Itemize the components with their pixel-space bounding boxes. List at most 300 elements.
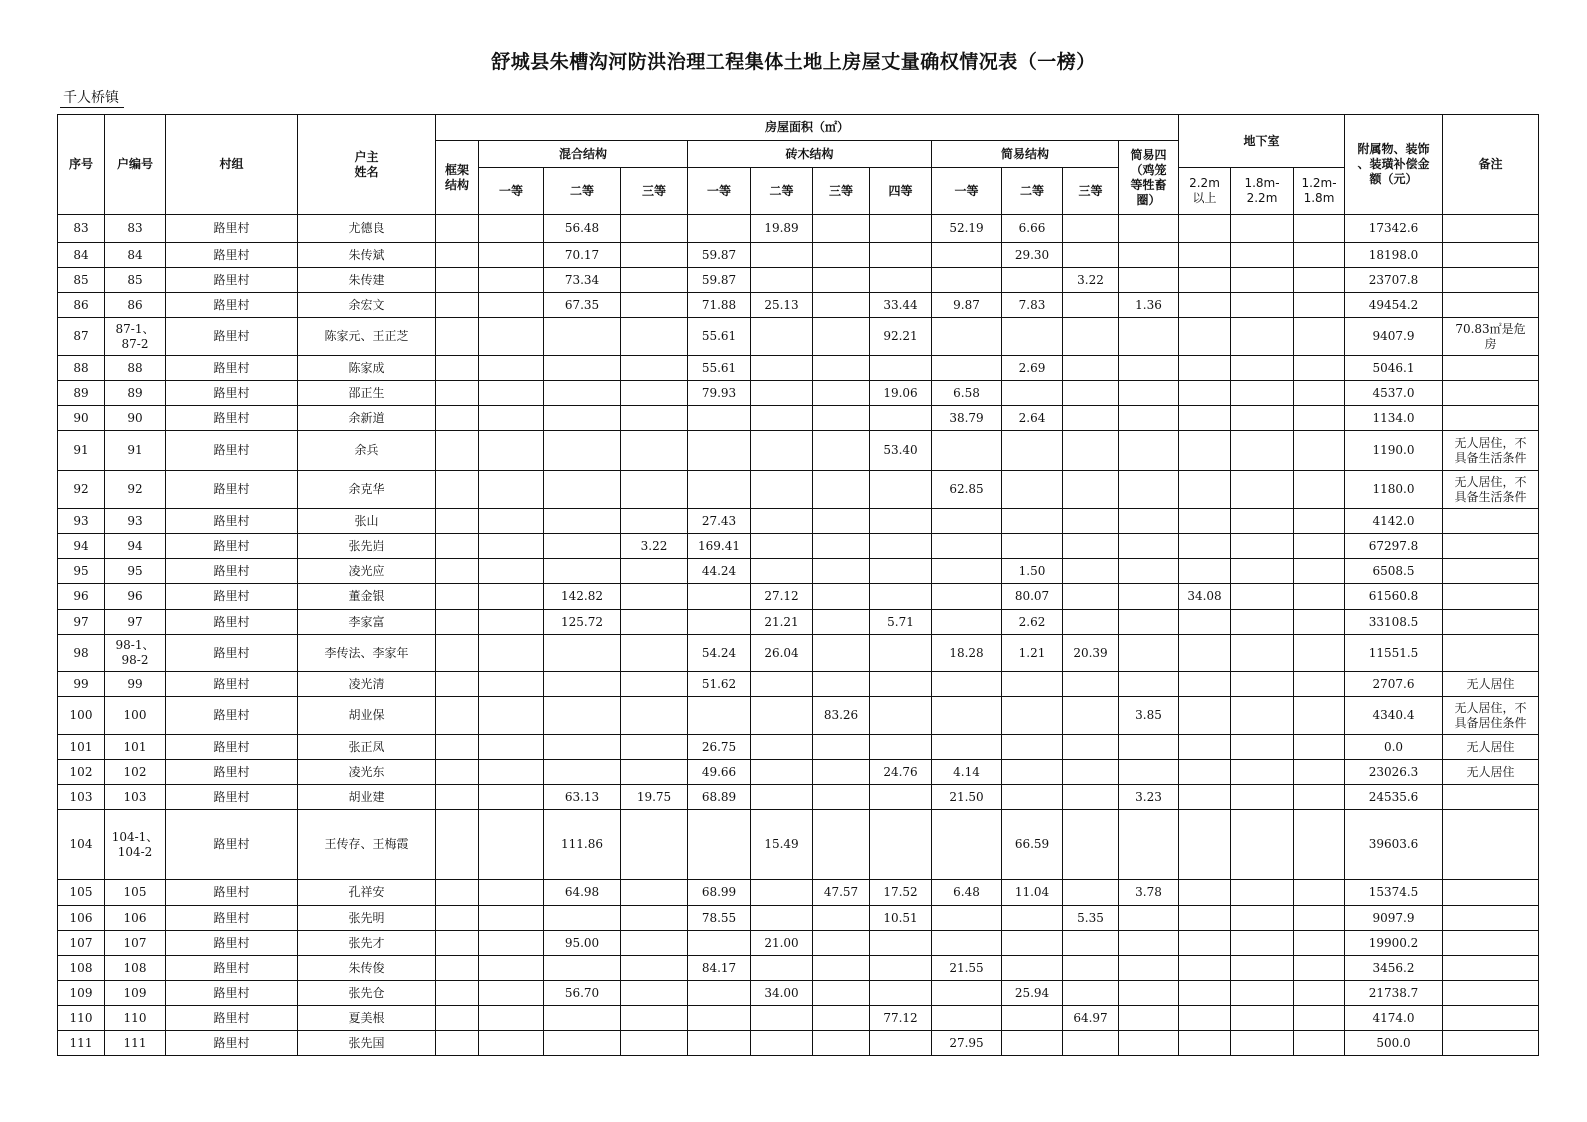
table-cell [1231, 810, 1294, 880]
table-cell: 朱传俊 [298, 956, 436, 981]
table-cell: 21.00 [751, 931, 813, 956]
table-cell [751, 243, 813, 268]
table-cell [621, 697, 688, 735]
table-cell [1002, 760, 1063, 785]
table-cell: 90 [105, 406, 166, 431]
table-cell: 11.04 [1002, 880, 1063, 906]
col-grade-3: 三等 [621, 168, 688, 215]
table-cell [1179, 880, 1231, 906]
table-cell [1443, 293, 1539, 318]
table-cell: 胡业建 [298, 785, 436, 810]
table-cell: 2.64 [1002, 406, 1063, 431]
table-cell [436, 318, 479, 356]
table-cell [1231, 215, 1294, 243]
col-owner: 户主 姓名 [298, 115, 436, 215]
table-cell [751, 509, 813, 534]
table-cell [1294, 406, 1345, 431]
table-cell: 路里村 [166, 406, 298, 431]
table-cell [813, 318, 870, 356]
table-cell [1002, 1031, 1063, 1056]
table-cell [436, 534, 479, 559]
table-cell: 47.57 [813, 880, 870, 906]
table-cell [621, 509, 688, 534]
table-cell [621, 318, 688, 356]
table-cell [1231, 356, 1294, 381]
table-cell: 路里村 [166, 293, 298, 318]
col-remark: 备注 [1443, 115, 1539, 215]
table-body [58, 215, 1539, 1056]
col-grade-2: 二等 [751, 168, 813, 215]
table-cell [1294, 381, 1345, 406]
table-row [58, 431, 1539, 471]
table-cell: 103 [58, 785, 105, 810]
table-cell [813, 243, 870, 268]
table-cell [1063, 471, 1119, 509]
table-row [58, 471, 1539, 509]
table-cell [870, 785, 932, 810]
col-basement-1-2-1-8: 1.2m- 1.8m [1294, 168, 1345, 215]
table-cell: 4174.0 [1345, 1006, 1443, 1031]
table-cell [479, 1006, 544, 1031]
table-cell: 64.98 [544, 880, 621, 906]
table-cell: 71.88 [688, 293, 751, 318]
table-cell: 余克华 [298, 471, 436, 509]
table-cell: 86 [58, 293, 105, 318]
table-cell: 23707.8 [1345, 268, 1443, 293]
table-cell [751, 735, 813, 760]
table-cell: 110 [105, 1006, 166, 1031]
table-cell: 朱传斌 [298, 243, 436, 268]
table-cell: 109 [58, 981, 105, 1006]
table-cell: 胡业保 [298, 697, 436, 735]
table-cell [1063, 931, 1119, 956]
table-cell [870, 735, 932, 760]
table-cell [751, 697, 813, 735]
table-cell [813, 931, 870, 956]
table-cell [932, 268, 1002, 293]
table-cell [932, 534, 1002, 559]
table-cell [1002, 672, 1063, 697]
table-cell: 88 [105, 356, 166, 381]
table-cell [1443, 356, 1539, 381]
table-cell: 67297.8 [1345, 534, 1443, 559]
table-cell [1119, 559, 1179, 584]
table-cell: 56.70 [544, 981, 621, 1006]
table-cell: 26.75 [688, 735, 751, 760]
table-cell [621, 906, 688, 931]
table-cell [870, 559, 932, 584]
table-cell [813, 735, 870, 760]
table-cell [1119, 1031, 1179, 1056]
table-cell: 1180.0 [1345, 471, 1443, 509]
table-cell: 111 [58, 1031, 105, 1056]
table-cell: 路里村 [166, 1031, 298, 1056]
table-cell [1294, 356, 1345, 381]
table-cell [621, 956, 688, 981]
table-cell [870, 981, 932, 1006]
table-cell [1443, 534, 1539, 559]
table-cell [1231, 406, 1294, 431]
table-cell [436, 672, 479, 697]
table-cell: 3.23 [1119, 785, 1179, 810]
table-cell: 85 [58, 268, 105, 293]
table-cell [870, 635, 932, 672]
table-cell: 95 [105, 559, 166, 584]
property-table [57, 114, 1539, 1056]
table-cell: 路里村 [166, 810, 298, 880]
table-cell [1294, 1031, 1345, 1056]
table-cell [479, 293, 544, 318]
table-cell [1002, 381, 1063, 406]
table-cell: 10.51 [870, 906, 932, 931]
table-row [58, 268, 1539, 293]
table-cell: 张先才 [298, 931, 436, 956]
table-cell [1002, 318, 1063, 356]
table-cell [436, 559, 479, 584]
table-cell [1443, 243, 1539, 268]
table-cell [870, 697, 932, 735]
table-cell [436, 880, 479, 906]
table-cell: 27.95 [932, 1031, 1002, 1056]
table-cell: 15374.5 [1345, 880, 1443, 906]
table-cell [436, 1031, 479, 1056]
table-cell [1002, 931, 1063, 956]
table-row [58, 635, 1539, 672]
table-cell: 34.00 [751, 981, 813, 1006]
table-cell: 路里村 [166, 215, 298, 243]
table-row [58, 672, 1539, 697]
table-cell [1179, 215, 1231, 243]
table-cell [1119, 356, 1179, 381]
table-cell [688, 931, 751, 956]
table-cell [436, 381, 479, 406]
table-cell [436, 760, 479, 785]
page-title: 舒城县朱槽沟河防洪治理工程集体土地上房屋丈量确权情况表（一榜） [491, 51, 1096, 73]
table-cell [751, 760, 813, 785]
table-cell [1179, 559, 1231, 584]
table-cell: 107 [58, 931, 105, 956]
table-cell: 125.72 [544, 610, 621, 635]
table-cell: 96 [105, 584, 166, 610]
table-cell [932, 810, 1002, 880]
table-cell [1179, 735, 1231, 760]
table-cell: 21.50 [932, 785, 1002, 810]
table-cell: 18198.0 [1345, 243, 1443, 268]
table-cell [1231, 672, 1294, 697]
table-cell [1443, 610, 1539, 635]
table-cell [1231, 268, 1294, 293]
table-cell: 84 [105, 243, 166, 268]
table-cell [544, 534, 621, 559]
col-basement-1-8-2-2: 1.8m- 2.2m [1231, 168, 1294, 215]
table-cell [1119, 471, 1179, 509]
table-cell [813, 268, 870, 293]
table-cell [1119, 381, 1179, 406]
table-cell [1294, 880, 1345, 906]
table-cell [1119, 956, 1179, 981]
table-cell [1294, 697, 1345, 735]
table-cell [1294, 610, 1345, 635]
table-cell: 21.55 [932, 956, 1002, 981]
col-grade-3: 三等 [813, 168, 870, 215]
table-cell: 92.21 [870, 318, 932, 356]
table-cell [1119, 1006, 1179, 1031]
table-cell [1063, 215, 1119, 243]
table-cell [1179, 406, 1231, 431]
table-cell [544, 1031, 621, 1056]
table-cell [436, 293, 479, 318]
table-cell: 路里村 [166, 735, 298, 760]
table-cell [1179, 268, 1231, 293]
table-cell [1179, 810, 1231, 880]
table-cell [870, 509, 932, 534]
table-cell [544, 956, 621, 981]
table-cell: 111.86 [544, 810, 621, 880]
table-cell: 25.94 [1002, 981, 1063, 1006]
table-cell [436, 268, 479, 293]
table-cell [1443, 981, 1539, 1006]
table-cell: 99 [58, 672, 105, 697]
table-cell [870, 672, 932, 697]
table-cell: 17.52 [870, 880, 932, 906]
table-cell [621, 243, 688, 268]
table-cell [1443, 559, 1539, 584]
table-cell [1063, 1031, 1119, 1056]
col-simple4: 简易四 （鸡笼 等牲畜 圈） [1119, 141, 1179, 215]
table-cell [870, 584, 932, 610]
table-cell [813, 956, 870, 981]
table-cell: 余宏文 [298, 293, 436, 318]
table-cell [932, 318, 1002, 356]
table-cell [932, 559, 1002, 584]
table-cell [813, 785, 870, 810]
table-cell: 66.59 [1002, 810, 1063, 880]
table-cell [1443, 215, 1539, 243]
table-cell [932, 356, 1002, 381]
table-cell: 83 [105, 215, 166, 243]
table-cell [1231, 509, 1294, 534]
table-cell: 55.61 [688, 318, 751, 356]
table-cell [436, 735, 479, 760]
table-cell [1179, 672, 1231, 697]
table-row [58, 509, 1539, 534]
table-cell [870, 268, 932, 293]
table-cell [436, 584, 479, 610]
table-cell: 路里村 [166, 381, 298, 406]
table-cell: 92 [105, 471, 166, 509]
table-cell [479, 471, 544, 509]
table-cell: 4.14 [932, 760, 1002, 785]
table-cell [436, 635, 479, 672]
table-cell [479, 243, 544, 268]
col-village: 村组 [166, 115, 298, 215]
table-cell [621, 381, 688, 406]
col-grade-1: 一等 [932, 168, 1002, 215]
table-cell: 无人居住 [1443, 672, 1539, 697]
table-cell: 1.50 [1002, 559, 1063, 584]
col-grade-1: 一等 [479, 168, 544, 215]
table-cell [870, 534, 932, 559]
table-cell [932, 610, 1002, 635]
table-cell: 6508.5 [1345, 559, 1443, 584]
table-cell [688, 584, 751, 610]
table-cell: 52.19 [932, 215, 1002, 243]
table-cell [1002, 697, 1063, 735]
table-cell: 无人居住，不 具备居住条件 [1443, 697, 1539, 735]
table-cell [1119, 735, 1179, 760]
table-cell [479, 534, 544, 559]
col-brick: 砖木结构 [688, 141, 932, 168]
table-cell [688, 610, 751, 635]
table-cell: 3.22 [621, 534, 688, 559]
table-cell: 路里村 [166, 880, 298, 906]
table-cell [1443, 1006, 1539, 1031]
table-cell: 路里村 [166, 697, 298, 735]
table-cell: 路里村 [166, 243, 298, 268]
table-cell [1231, 981, 1294, 1006]
table-cell: 142.82 [544, 584, 621, 610]
table-cell [544, 697, 621, 735]
table-cell [1443, 268, 1539, 293]
table-cell [751, 268, 813, 293]
table-cell: 108 [105, 956, 166, 981]
table-cell: 2.62 [1002, 610, 1063, 635]
table-cell [932, 906, 1002, 931]
table-cell [688, 697, 751, 735]
table-cell [932, 981, 1002, 1006]
table-cell [621, 760, 688, 785]
table-cell [1443, 956, 1539, 981]
table-cell [1231, 1031, 1294, 1056]
table-cell: 路里村 [166, 471, 298, 509]
table-cell [1294, 268, 1345, 293]
table-cell: 路里村 [166, 268, 298, 293]
table-cell [1002, 956, 1063, 981]
table-cell [544, 509, 621, 534]
table-cell: 90 [58, 406, 105, 431]
table-cell: 61560.8 [1345, 584, 1443, 610]
table-cell [688, 1031, 751, 1056]
table-row [58, 381, 1539, 406]
table-cell [1231, 931, 1294, 956]
table-cell [1294, 810, 1345, 880]
table-cell [1179, 785, 1231, 810]
table-cell [621, 406, 688, 431]
table-cell: 无人居住 [1443, 760, 1539, 785]
table-cell: 34.08 [1179, 584, 1231, 610]
table-cell [436, 1006, 479, 1031]
table-cell [1294, 293, 1345, 318]
table-cell [621, 672, 688, 697]
table-cell [751, 1031, 813, 1056]
table-cell: 王传存、王梅霞 [298, 810, 436, 880]
table-cell [1179, 1006, 1231, 1031]
table-cell: 104-1、 104-2 [105, 810, 166, 880]
table-cell: 98-1、 98-2 [105, 635, 166, 672]
table-cell: 无人居住 [1443, 735, 1539, 760]
table-cell: 102 [58, 760, 105, 785]
table-cell [621, 735, 688, 760]
table-cell: 2707.6 [1345, 672, 1443, 697]
table-cell: 3456.2 [1345, 956, 1443, 981]
table-cell: 83.26 [813, 697, 870, 735]
table-cell: 李家富 [298, 610, 436, 635]
table-cell [1294, 760, 1345, 785]
table-cell: 凌光清 [298, 672, 436, 697]
col-household-no: 户编号 [105, 115, 166, 215]
table-cell [479, 584, 544, 610]
table-cell [1179, 956, 1231, 981]
table-cell: 6.58 [932, 381, 1002, 406]
table-cell [1119, 431, 1179, 471]
table-cell [479, 1031, 544, 1056]
table-cell: 68.89 [688, 785, 751, 810]
table-cell [436, 785, 479, 810]
table-cell [813, 810, 870, 880]
table-cell [1119, 672, 1179, 697]
table-cell: 21738.7 [1345, 981, 1443, 1006]
table-cell: 51.62 [688, 672, 751, 697]
table-cell [544, 760, 621, 785]
table-cell [1063, 735, 1119, 760]
table-cell [544, 356, 621, 381]
table-cell [1443, 880, 1539, 906]
table-row [58, 534, 1539, 559]
table-cell [621, 880, 688, 906]
table-cell [1294, 509, 1345, 534]
table-cell: 董金银 [298, 584, 436, 610]
table-cell [813, 293, 870, 318]
table-cell [1119, 318, 1179, 356]
table-cell: 24.76 [870, 760, 932, 785]
table-cell: 4340.4 [1345, 697, 1443, 735]
table-cell [544, 906, 621, 931]
table-cell [479, 406, 544, 431]
table-cell [1294, 735, 1345, 760]
table-cell: 79.93 [688, 381, 751, 406]
table-cell [1294, 956, 1345, 981]
table-cell: 路里村 [166, 584, 298, 610]
table-cell [1231, 1006, 1294, 1031]
table-cell [1231, 318, 1294, 356]
table-cell [1063, 610, 1119, 635]
table-cell: 路里村 [166, 981, 298, 1006]
table-cell [479, 268, 544, 293]
table-cell: 张先岿 [298, 534, 436, 559]
table-cell [544, 635, 621, 672]
table-cell: 97 [105, 610, 166, 635]
table-cell [688, 215, 751, 243]
table-cell [1231, 956, 1294, 981]
table-cell [932, 509, 1002, 534]
table-cell: 19.06 [870, 381, 932, 406]
table-cell: 17342.6 [1345, 215, 1443, 243]
table-cell [436, 810, 479, 880]
table-cell [813, 635, 870, 672]
table-row [58, 760, 1539, 785]
table-cell [1119, 981, 1179, 1006]
table-cell [544, 381, 621, 406]
table-cell [544, 672, 621, 697]
table-cell: 路里村 [166, 1006, 298, 1031]
table-row [58, 406, 1539, 431]
table-cell [436, 471, 479, 509]
table-cell: 87 [58, 318, 105, 356]
table-cell: 路里村 [166, 635, 298, 672]
table-cell [1063, 672, 1119, 697]
col-mixed: 混合结构 [479, 141, 688, 168]
table-cell: 39603.6 [1345, 810, 1443, 880]
